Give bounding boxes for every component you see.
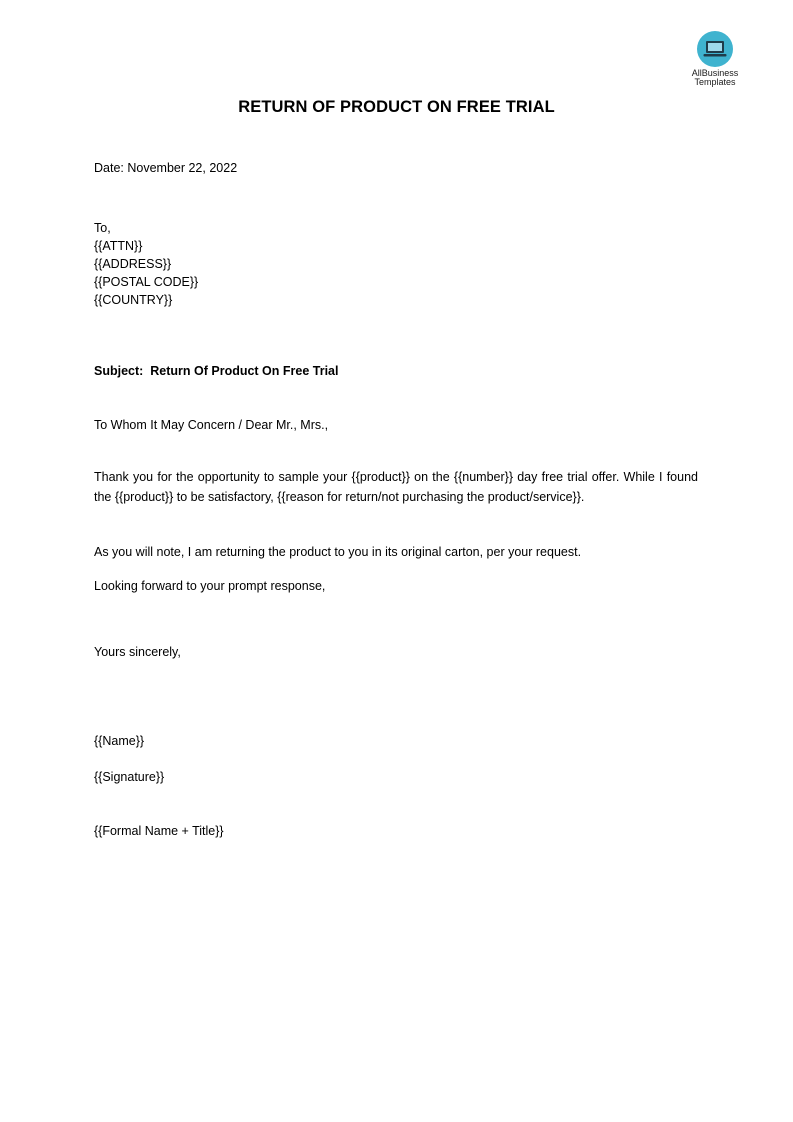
body-paragraph-3: Looking forward to your prompt response,	[94, 579, 326, 593]
signature-name: {{Name}}	[94, 734, 145, 748]
signature-placeholder: {{Signature}}	[94, 770, 165, 784]
letter-closing: Yours sincerely,	[94, 645, 181, 659]
logo-text-line2: Templates	[694, 77, 736, 87]
address-country: {{COUNTRY}}	[94, 293, 173, 307]
address-postal-code: {{POSTAL CODE}}	[94, 275, 199, 289]
body-paragraph-2: As you will note, I am returning the product to you in its original carton, per your request.	[94, 545, 582, 559]
letter-date: Date: November 22, 2022	[94, 161, 238, 175]
allbusiness-templates-logo	[684, 31, 746, 87]
address-street: {{ADDRESS}}	[94, 257, 172, 271]
letter-subject: Subject: Return Of Product On Free Trial	[94, 364, 339, 378]
address-to: To,	[94, 221, 111, 235]
logo-text-line1: AllBusiness	[691, 68, 739, 78]
body-paragraph-1: Thank you for the opportunity to sample your {{product}} on the {{number}} day free trial offer. While I found the {{product}} to be satisfactory, {{reason for return/not purchasing the product/service}}.	[94, 470, 698, 504]
letter-salutation: To Whom It May Concern / Dear Mr., Mrs.,	[94, 418, 329, 432]
laptop-icon	[697, 31, 733, 67]
document-title: RETURN OF PRODUCT ON FREE TRIAL	[238, 98, 555, 116]
signature-formal-name-title: {{Formal Name + Title}}	[94, 824, 224, 838]
address-attn: {{ATTN}}	[94, 239, 143, 253]
